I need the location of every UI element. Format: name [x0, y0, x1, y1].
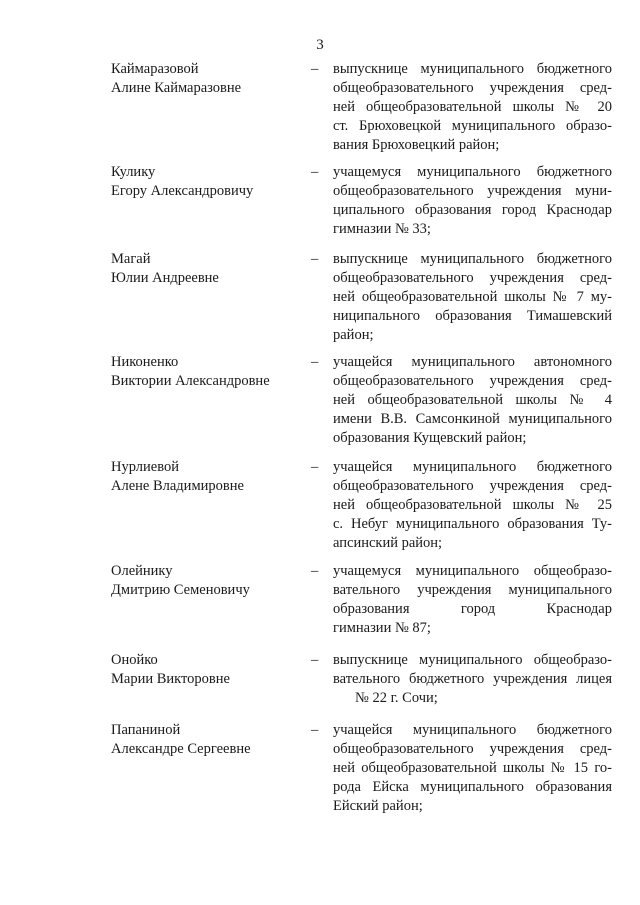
person-name: [111, 163, 306, 201]
desc-line: вательного учреждения муниципального: [333, 582, 612, 598]
description: [333, 250, 612, 345]
desc-line: район;: [333, 327, 374, 343]
surname: Олейнику: [111, 563, 173, 579]
description: [333, 353, 612, 448]
page-number: 3: [316, 37, 324, 53]
desc-line: выпускнице муниципального общеобразо-: [333, 652, 612, 668]
desc-line: апсинский район;: [333, 535, 443, 551]
desc-line: ней общеобразовательной школы № 25: [333, 497, 612, 513]
surname: Папаниной: [111, 722, 181, 738]
desc-line: ней общеобразовательной школы № 20: [333, 99, 612, 115]
person-name: [111, 651, 306, 689]
desc-line: рода Ейска муниципального образования: [333, 779, 612, 795]
desc-line: ст. Брюховецкой муниципального образо-: [333, 118, 612, 134]
given-name: Юлии Андреевне: [111, 270, 219, 286]
desc-line: гимназии № 87;: [333, 620, 431, 636]
desc-line: учащейся муниципального автономного: [333, 354, 612, 370]
desc-line: общеобразовательного учреждения сред-: [333, 478, 612, 494]
desc-line: учащейся муниципального бюджетного: [333, 459, 612, 475]
surname: Магай: [111, 251, 151, 267]
description: [333, 163, 612, 239]
person-name: [111, 562, 306, 600]
dash: –: [311, 164, 319, 180]
desc-line: вательного бюджетного учреждения лицея: [333, 671, 612, 687]
dash: –: [311, 251, 319, 267]
dash: –: [311, 459, 319, 475]
dash: –: [311, 563, 319, 579]
desc-line: ней общеобразовательной школы № 15 го-: [333, 760, 612, 776]
given-name: Виктории Александровне: [111, 373, 270, 389]
desc-line: ней общеобразовательной школы № 4: [333, 392, 612, 408]
desc-line: учащемуся муниципального бюджетного: [333, 164, 612, 180]
description: [333, 721, 612, 816]
dash: –: [311, 722, 319, 738]
person-name: [111, 60, 306, 98]
person-name: [111, 353, 306, 391]
desc-line: ципального образования город Краснодар: [333, 202, 612, 218]
desc-line: Ейский район;: [333, 798, 423, 814]
desc-line: учащейся муниципального бюджетного: [333, 722, 612, 738]
description: [333, 562, 612, 638]
desc-line: образования Кущевский район;: [333, 430, 527, 446]
person-name: [111, 458, 306, 496]
given-name: Марии Викторовне: [111, 671, 230, 687]
desc-line: образования город Краснодар: [333, 601, 612, 617]
desc-line: вания Брюховецкий район;: [333, 137, 500, 153]
dash: –: [311, 354, 319, 370]
desc-line: выпускнице муниципального бюджетного: [333, 61, 612, 77]
desc-line: с. Небуг муниципального образования Ту-: [333, 516, 612, 532]
surname: Никоненко: [111, 354, 179, 370]
dash: –: [311, 61, 319, 77]
desc-line: имени В.В. Самсонкиной муниципального: [333, 411, 612, 427]
given-name: Александре Сергеевне: [111, 741, 251, 757]
description: [333, 458, 612, 553]
given-name: Алене Владимировне: [111, 478, 244, 494]
given-name: Егору Александровичу: [111, 183, 254, 199]
dash: –: [311, 652, 319, 668]
desc-line: ниципального образования Тимашевский: [333, 308, 612, 324]
desc-line: № 22 г. Сочи;: [355, 690, 438, 706]
surname: Каймаразовой: [111, 61, 199, 77]
desc-line: общеобразовательного учреждения муни-: [333, 183, 612, 199]
given-name: Алине Каймаразовне: [111, 80, 242, 96]
person-name: [111, 250, 306, 288]
desc-line: общеобразовательного учреждения сред-: [333, 741, 612, 757]
desc-line: общеобразовательного учреждения сред-: [333, 270, 612, 286]
surname: Онойко: [111, 652, 158, 668]
desc-line: гимназии № 33;: [333, 221, 431, 237]
desc-line: учащемуся муниципального общеобразо-: [333, 563, 612, 579]
surname: Нурлиевой: [111, 459, 179, 475]
description: [333, 651, 612, 708]
given-name: Дмитрию Семеновичу: [111, 582, 250, 598]
description: [333, 60, 612, 155]
person-name: [111, 721, 306, 759]
surname: Кулику: [111, 164, 156, 180]
desc-line: общеобразовательного учреждения сред-: [333, 373, 612, 389]
desc-line: ней общеобразовательной школы № 7 му-: [333, 289, 612, 305]
desc-line: выпускнице муниципального бюджетного: [333, 251, 612, 267]
desc-line: общеобразовательного учреждения сред-: [333, 80, 612, 96]
